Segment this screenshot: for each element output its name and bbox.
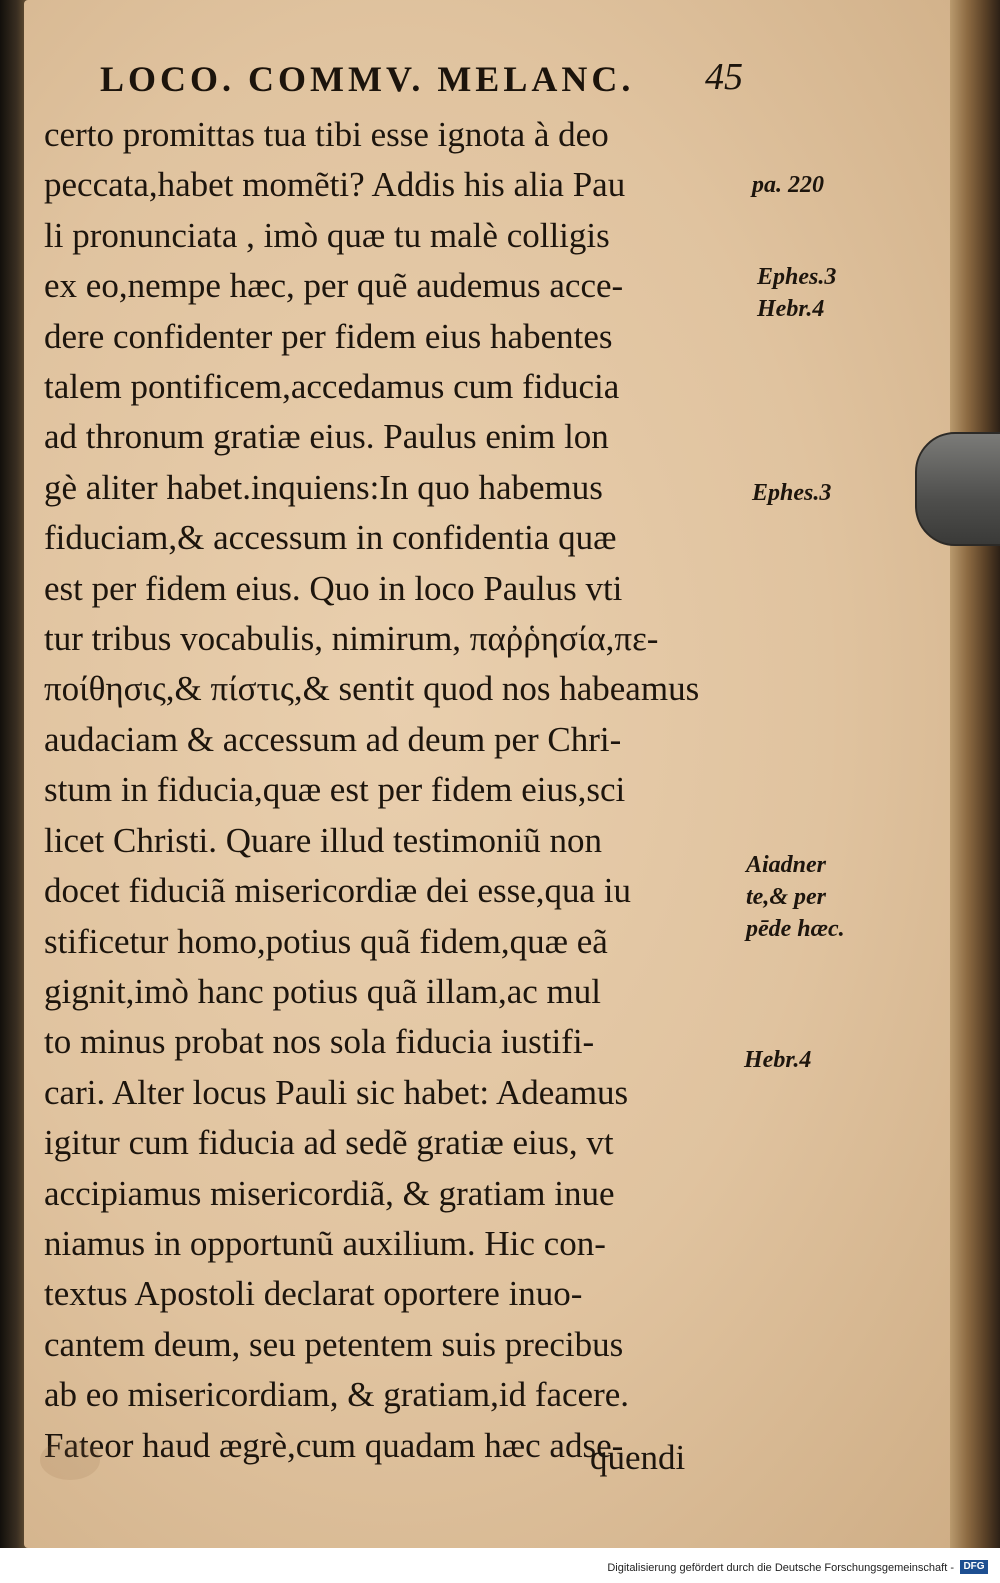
text-line: cari. Alter locus Pauli sic habet: Adeamus <box>44 1072 629 1112</box>
book-spine <box>950 0 1000 1548</box>
text-line: tur tribus vocabulis, nimirum, παῤῥησία,πε- <box>44 619 659 659</box>
funding-credit: Digitalisierung gefördert durch die Deutsche Forschungsgemeinschaft - <box>607 1562 954 1574</box>
page-number: 45 <box>705 56 743 98</box>
text-line: to minus probat nos sola fiducia iustifi- <box>44 1022 595 1062</box>
text-line: gignit,imò hanc potius quã illam,ac mul <box>44 971 601 1011</box>
text-line: textus Apostoli declarat oportere inuo- <box>44 1274 583 1314</box>
margin-note-ephes: Ephes.3 <box>757 264 837 290</box>
paper-stain <box>40 1440 100 1480</box>
text-line: ποίθησις,& πίστις,& sentit quod nos habeamus <box>44 669 700 709</box>
text-line: li pronunciata , imò quæ tu malè colligis <box>44 215 610 255</box>
margin-note-ephes: Ephes.3 <box>752 480 832 506</box>
running-head: LOCO. COMMV. MELANC. <box>100 59 635 99</box>
text-line: ab eo misericordiam, & gratiam,id facere. <box>44 1375 630 1415</box>
text-line: accipiamus misericordiã, & gratiam inue <box>44 1173 615 1213</box>
margin-note-page-ref: pa. 220 <box>752 172 824 198</box>
text-line: fiduciam,& accessum in confidentia quæ <box>44 518 617 558</box>
text-line: cantem deum, seu petentem suis precibus <box>44 1324 624 1364</box>
text-line: dere confidenter per fidem eius habentes <box>44 316 613 356</box>
text-line: talem pontificem,accedamus cum fiducia <box>44 367 620 407</box>
text-line: stum in fiducia,quæ est per fidem eius,sci <box>44 770 626 810</box>
text-line: docet fiduciã misericordiæ dei esse,qua iu <box>44 871 632 911</box>
text-line: audaciam & accessum ad deum per Chri- <box>44 719 622 759</box>
catchword: quendi <box>590 1438 686 1477</box>
text-line: ex eo,nempe hæc, per quẽ audemus acce- <box>44 266 624 306</box>
margin-note-aiadner: Aiadner <box>746 852 827 878</box>
text-line: Fateor haud ægrè,cum quadam hæc adse- <box>44 1425 624 1465</box>
margin-note-aiadner: pēde hæc. <box>746 916 845 942</box>
book-clasp <box>915 432 1000 546</box>
dfg-logo: DFG <box>960 1560 988 1574</box>
text-line: niamus in opportunũ auxilium. Hic con- <box>44 1223 606 1263</box>
text-line: peccata,habet momẽti? Addis his alia Pau <box>44 165 626 205</box>
margin-note-hebr: Hebr.4 <box>744 1047 812 1073</box>
text-line: igitur cum fiducia ad sedẽ gratiæ eius, vt <box>44 1123 614 1163</box>
margin-note-hebr: Hebr.4 <box>757 296 825 322</box>
text-line: ad thronum gratiæ eius. Paulus enim lon <box>44 417 609 457</box>
text-line: gè aliter habet.inquiens:In quo habemus <box>44 467 603 507</box>
margin-note-aiadner: te,& per <box>746 884 826 910</box>
text-line: est per fidem eius. Quo in loco Paulus vti <box>44 568 623 608</box>
text-line: certo promittas tua tibi esse ignota à deo <box>44 115 609 154</box>
body-text <box>44 110 744 1471</box>
text-line: stificetur homo,potius quã fidem,quæ eã <box>44 921 608 961</box>
text-line: licet Christi. Quare illud testimoniũ non <box>44 820 602 860</box>
